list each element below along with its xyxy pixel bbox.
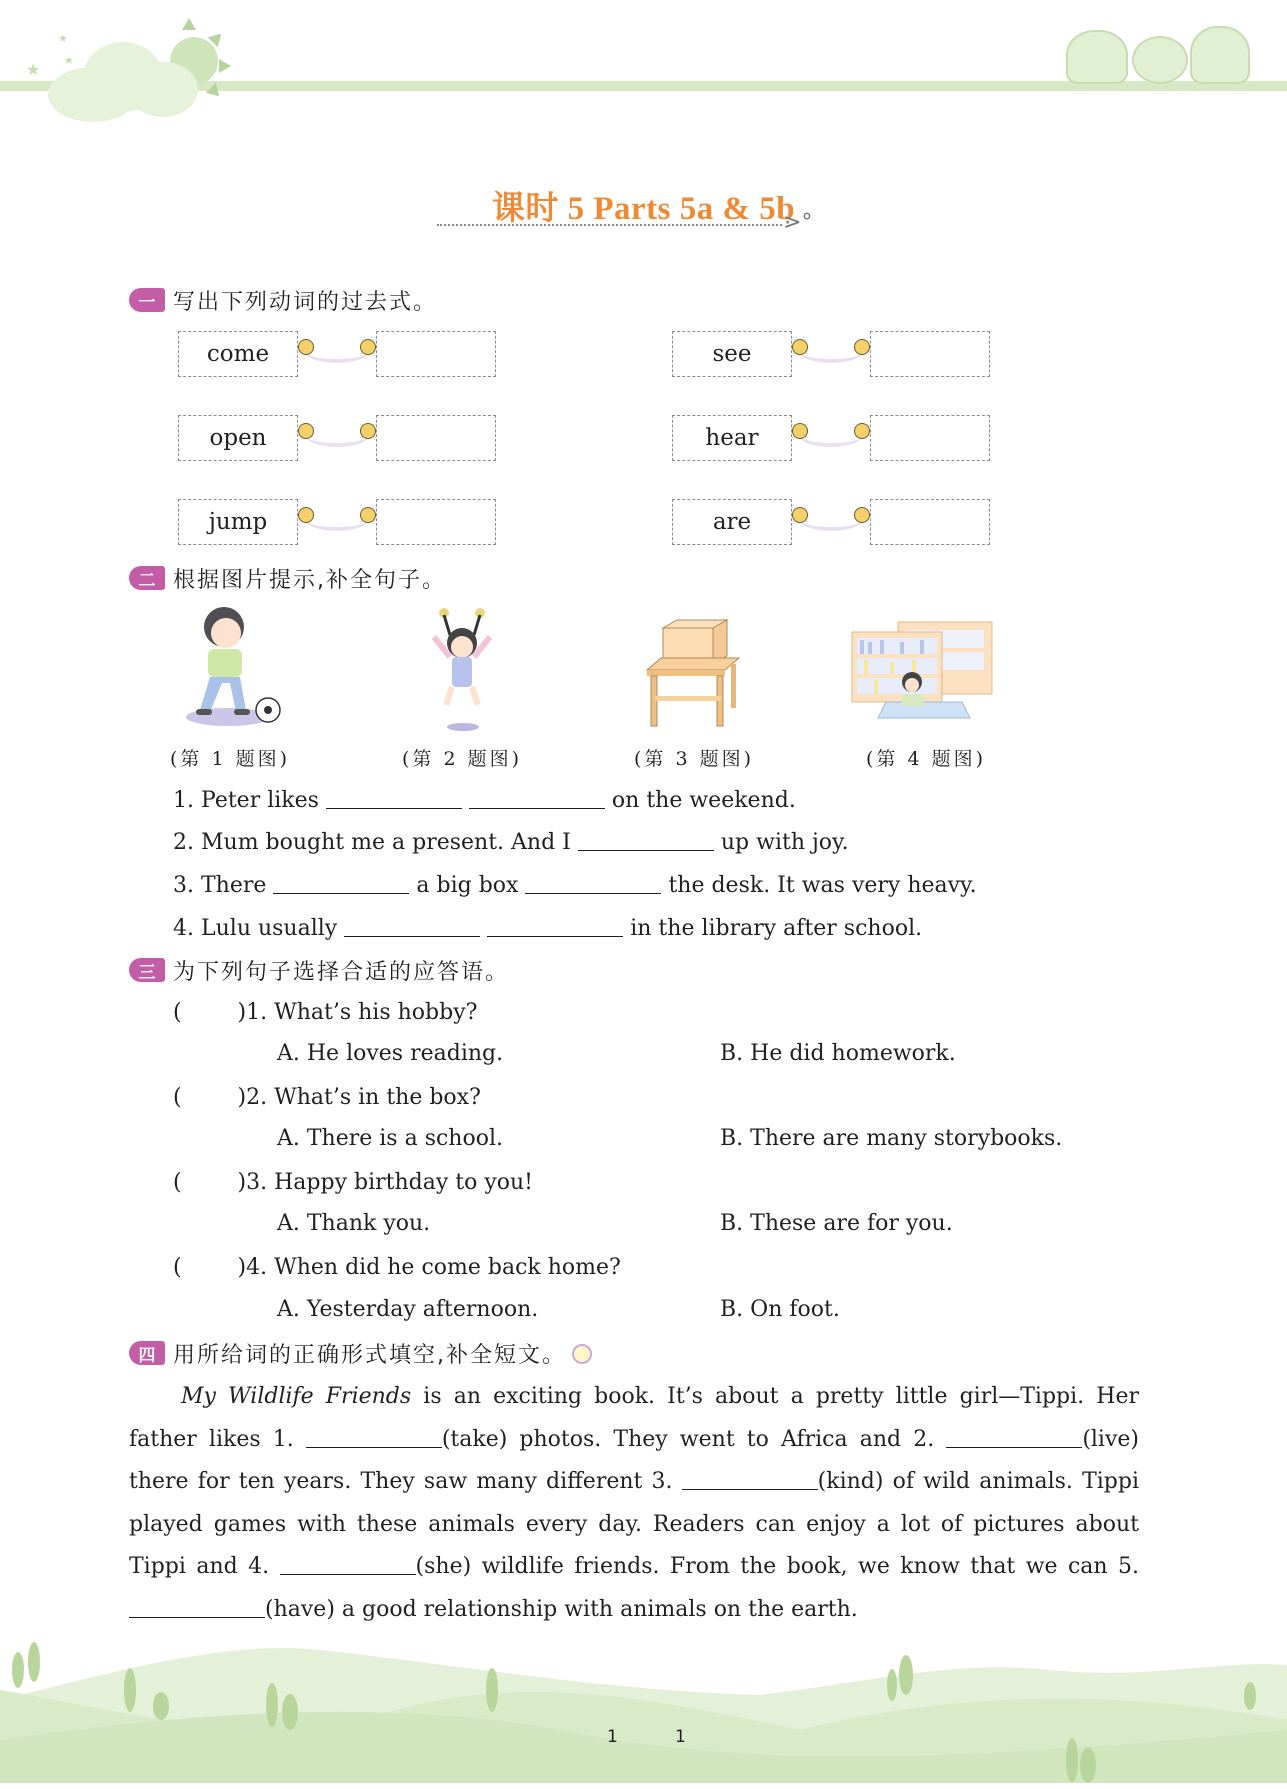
answer-blank[interactable] <box>326 786 462 809</box>
star-icon: ★ <box>58 32 68 45</box>
passage-text: (live) there for ten years. They saw many different 3. <box>129 1426 1139 1495</box>
option-b: B. These are for you. <box>720 1211 953 1236</box>
answer-blank-3[interactable] <box>682 1467 818 1490</box>
girl-jumping-icon <box>428 605 498 735</box>
sentence-text: Mum bought me a present. And I <box>201 830 571 855</box>
option-a: A. Yesterday afternoon. <box>277 1297 539 1322</box>
cat-with-glasses-icon <box>1066 30 1128 84</box>
sentence-text: a big box <box>416 873 519 898</box>
hills-decoration <box>0 1640 1287 1789</box>
verb-box: are <box>672 499 792 545</box>
question-1 <box>173 999 477 1027</box>
section-3-header <box>129 956 509 984</box>
sentence-number: 1. <box>173 788 194 813</box>
monkey-icon <box>1132 36 1188 84</box>
section-1-badge: 一 <box>129 288 165 312</box>
sentence-number: 4. <box>173 916 194 941</box>
answer-box[interactable] <box>376 499 496 545</box>
answer-box[interactable] <box>870 415 990 461</box>
passage <box>129 1376 1139 1632</box>
option-a: A. Thank you. <box>277 1211 431 1236</box>
sentence-text: Lulu usually <box>201 916 338 941</box>
sentence-text: There <box>201 873 267 898</box>
sun-ray-icon <box>182 18 196 30</box>
answer-bracket[interactable]: ( ) <box>173 1170 247 1195</box>
answer-box[interactable] <box>870 499 990 545</box>
answer-blank-4[interactable] <box>280 1552 416 1575</box>
section-1-instruction: 写出下列动词的过去式。 <box>173 289 438 315</box>
picture-caption-4: (第 4 题图) <box>866 748 986 770</box>
question-text: 1. What’s his hobby? <box>246 1000 478 1025</box>
connector-decoration <box>792 419 870 455</box>
option-a: A. He loves reading. <box>277 1041 504 1066</box>
connector-decoration <box>298 335 376 371</box>
passage-text: (kind) of wild animals. Tippi played games with these animals every day. Readers can enjoy a lot of pictures about Tippi and 4. <box>129 1469 1139 1580</box>
fish-icon: ⋗° <box>783 210 813 235</box>
answer-blank-5[interactable] <box>129 1595 265 1618</box>
section-3-badge: 三 <box>129 958 165 982</box>
passage-text: (have) a good relationship with animals on the earth. <box>265 1596 858 1622</box>
passage-text: (take) photos. They went to Africa and 2. <box>441 1426 947 1452</box>
option-b: B. He did homework. <box>720 1041 956 1066</box>
lesson-title: 课时 5 Parts 5a & 5b <box>491 191 796 227</box>
answer-box[interactable] <box>376 331 496 377</box>
page-number-left: 1 <box>607 1727 618 1747</box>
connector-decoration <box>298 419 376 455</box>
section-4-instruction: 用所给词的正确形式填空,补全短文。 <box>173 1342 566 1368</box>
picture-caption-3: (第 3 题图) <box>634 748 754 770</box>
connector-decoration <box>792 335 870 371</box>
passage-text: (she) wildlife friends. From the book, we know that we can 5. <box>415 1554 1139 1580</box>
box-on-desk-icon <box>645 618 745 728</box>
question-4 <box>173 1254 621 1282</box>
option-b: B. On foot. <box>720 1297 840 1322</box>
verb-box: see <box>672 331 792 377</box>
answer-blank[interactable] <box>273 871 409 894</box>
sentence-number: 2. <box>173 830 194 855</box>
passage-text: is an exciting book. It’s about a pretty little girl—Tippi. Her father likes 1. <box>129 1384 1139 1452</box>
sentence-number: 3. <box>173 873 194 898</box>
star-icon: ★ <box>26 60 41 79</box>
verb-box: jump <box>178 499 298 545</box>
lightbulb-tip-icon <box>572 1344 592 1364</box>
answer-blank-2[interactable] <box>946 1425 1082 1448</box>
answer-bracket[interactable]: ( ) <box>173 1000 247 1025</box>
option-b: B. There are many storybooks. <box>720 1126 1063 1151</box>
answer-bracket[interactable]: ( ) <box>173 1255 247 1280</box>
girl-reading-in-library-icon <box>850 618 996 722</box>
question-text: 4. When did he come back home? <box>246 1255 621 1280</box>
sentence-1 <box>173 786 796 815</box>
animal-friends-decoration <box>1060 28 1250 84</box>
sentence-text: the desk. It was very heavy. <box>668 873 977 898</box>
question-text: 2. What’s in the box? <box>246 1085 481 1110</box>
verb-box: hear <box>672 415 792 461</box>
section-2-instruction: 根据图片提示,补全句子。 <box>173 567 446 593</box>
answer-blank[interactable] <box>487 914 623 937</box>
sentence-4 <box>173 914 922 943</box>
section-3-instruction: 为下列句子选择合适的应答语。 <box>173 959 510 985</box>
sentence-2 <box>173 828 849 857</box>
answer-bracket[interactable]: ( ) <box>173 1085 247 1110</box>
answer-box[interactable] <box>376 415 496 461</box>
section-2-header <box>129 564 446 592</box>
section-2-badge: 二 <box>129 566 165 590</box>
question-text: 3. Happy birthday to you! <box>246 1170 534 1195</box>
boy-kicking-football-icon <box>178 605 288 730</box>
connector-decoration <box>792 503 870 539</box>
answer-blank-1[interactable] <box>306 1425 442 1448</box>
answer-blank[interactable] <box>469 786 605 809</box>
connector-decoration <box>298 503 376 539</box>
question-3 <box>173 1169 533 1197</box>
picture-caption-1: (第 1 题图) <box>170 748 290 770</box>
sentence-text: on the weekend. <box>611 788 796 813</box>
book-title: My Wildlife Friends <box>181 1384 412 1409</box>
verb-box: open <box>178 415 298 461</box>
sentence-text: up with joy. <box>720 830 849 855</box>
section-4-badge: 四 <box>129 1341 165 1365</box>
page-number-right: 1 <box>675 1727 686 1747</box>
option-a: A. There is a school. <box>277 1126 503 1151</box>
question-2 <box>173 1084 481 1112</box>
sun-ray-icon <box>219 59 231 73</box>
sentence-text: Peter likes <box>201 788 319 813</box>
pig-icon <box>1190 26 1250 84</box>
answer-blank[interactable] <box>344 914 480 937</box>
sentence-text: in the library after school. <box>630 916 923 941</box>
cloud-icon <box>128 62 198 117</box>
section-1-header <box>129 286 437 314</box>
answer-blank[interactable] <box>525 871 661 894</box>
title-underline <box>437 224 782 226</box>
star-icon: ★ <box>64 54 74 67</box>
sentence-3 <box>173 871 977 900</box>
answer-box[interactable] <box>870 331 990 377</box>
answer-blank[interactable] <box>578 828 714 851</box>
cloud-sun-decoration <box>26 12 208 122</box>
verb-box: come <box>178 331 298 377</box>
section-4-header <box>129 1339 592 1367</box>
picture-caption-2: (第 2 题图) <box>402 748 522 770</box>
